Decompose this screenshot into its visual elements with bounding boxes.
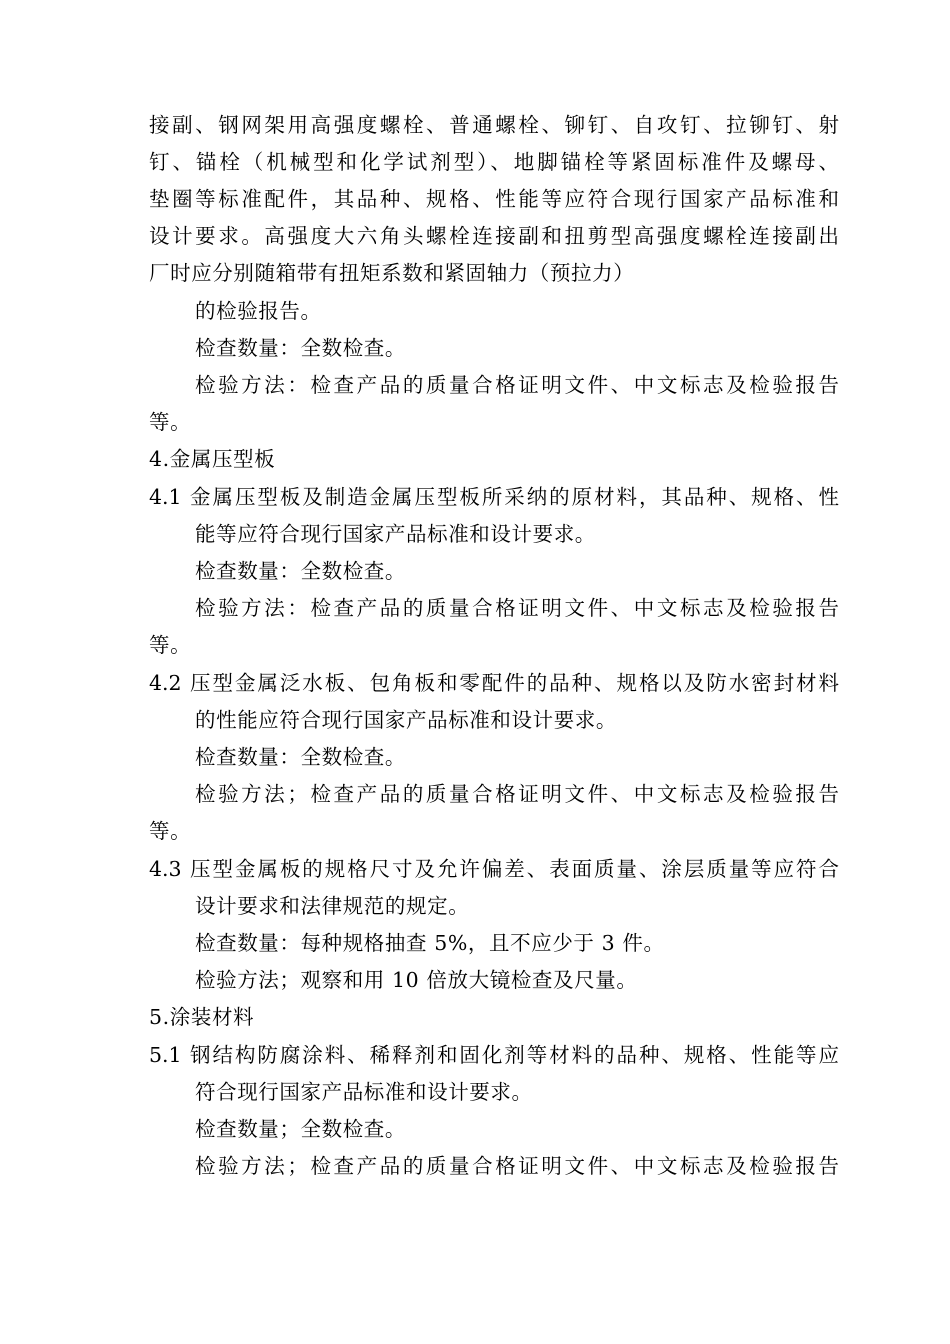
clause-line: 符合现行国家产品标准和设计要求。: [195, 1080, 533, 1104]
clause-line: 设计要求和法律规范的规定。: [195, 894, 470, 918]
paragraph-line: 设计要求。高强度大六角头螺栓连接副和扭剪型高强度螺栓连接副出: [149, 224, 839, 248]
paragraph-line: 钉、锚栓（机械型和化学试剂型）、地脚锚栓等紧固标准件及螺母、: [149, 150, 839, 174]
check-quantity-line: 检查数量：全数检查。: [195, 745, 406, 769]
clause-line: 4.1 金属压型板及制造金属压型板所采纳的原材料，其品种、规格、性: [149, 485, 839, 509]
clause-line: 5.1 钢结构防腐涂料、稀释剂和固化剂等材料的品种、规格、性能等应: [149, 1043, 839, 1067]
clause-line: 4.3 压型金属板的规格尺寸及允许偏差、表面质量、涂层质量等应符合: [149, 857, 839, 881]
paragraph-line: 垫圈等标准配件，其品种、规格、性能等应符合现行国家产品标准和: [149, 187, 839, 211]
paragraph-line: 等。: [149, 819, 192, 843]
check-quantity-line: 检查数量：全数检查。: [195, 559, 406, 583]
section-heading: 4.金属压型板: [149, 447, 276, 471]
check-method-line: 检验方法：检查产品的质量合格证明文件、中文标志及检验报告: [195, 373, 839, 397]
clause-line: 4.2 压型金属泛水板、包角板和零配件的品种、规格以及防水密封材料: [149, 671, 839, 695]
section-heading: 5.涂装材料: [149, 1005, 255, 1029]
check-method-line: 检验方法；检查产品的质量合格证明文件、中文标志及检验报告: [195, 782, 839, 806]
clause-line: 能等应符合现行国家产品标准和设计要求。: [195, 522, 596, 546]
check-method-line: 检验方法；观察和用 10 倍放大镜检查及尺量。: [195, 968, 638, 992]
paragraph-line: 接副、钢网架用高强度螺栓、普通螺栓、铆钉、自攻钉、拉铆钉、射: [149, 113, 839, 137]
paragraph-line: 等。: [149, 633, 192, 657]
check-quantity-line: 检查数量；全数检查。: [195, 1117, 406, 1141]
check-quantity-line: 检查数量：每种规格抽查 5%，且不应少于 3 件。: [195, 931, 665, 955]
check-method-line: 检验方法：检查产品的质量合格证明文件、中文标志及检验报告: [195, 596, 839, 620]
paragraph-line: 厂时应分别随箱带有扭矩系数和紧固轴力（预拉力）: [149, 261, 635, 285]
paragraph-line: 的检验报告。: [195, 299, 322, 323]
paragraph-line: 等。: [149, 410, 192, 434]
clause-line: 的性能应符合现行国家产品标准和设计要求。: [195, 708, 617, 732]
check-method-line: 检验方法；检查产品的质量合格证明文件、中文标志及检验报告: [195, 1154, 839, 1178]
check-quantity-line: 检查数量：全数检查。: [195, 336, 406, 360]
